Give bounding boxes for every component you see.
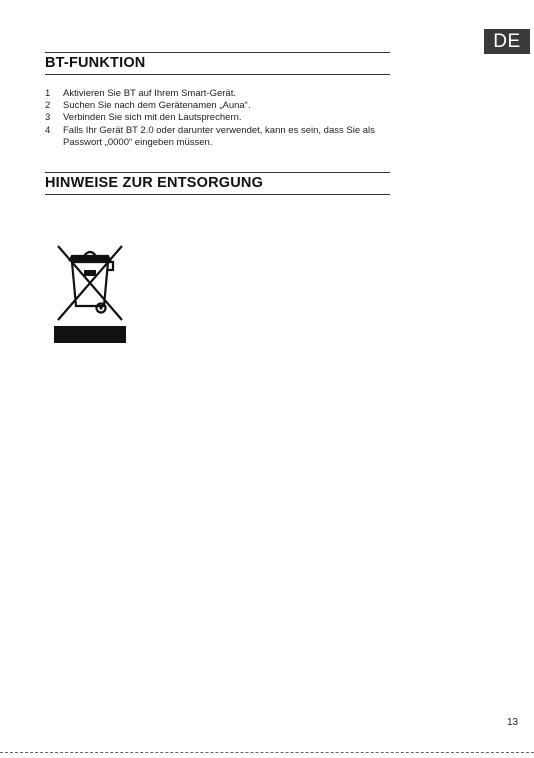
- section-heading-bt: [45, 52, 390, 75]
- list-item: [45, 100, 390, 112]
- language-badge: DE: [484, 29, 530, 54]
- list-item: [45, 88, 390, 100]
- step-text: Aktivieren Sie BT auf Ihrem Smart-Gerät.: [63, 88, 236, 99]
- page-number: 13: [507, 717, 519, 728]
- section-title-disposal: HINWEISE ZUR ENTSORGUNG: [45, 175, 264, 191]
- step-number: 3: [45, 112, 51, 124]
- crossed-out-wheelie-bin-icon: [50, 240, 130, 346]
- section-title-bt: BT-FUNKTION: [45, 55, 146, 71]
- list-item: [45, 125, 390, 149]
- step-number: 1: [45, 88, 51, 99]
- step-number: 2: [45, 100, 51, 112]
- bt-steps-list: [45, 88, 390, 149]
- list-item: [45, 112, 390, 124]
- section-heading-disposal: [45, 172, 390, 195]
- step-text: Verbinden Sie sich mit den Lautsprechern.: [63, 112, 242, 124]
- step-number: 4: [45, 124, 51, 136]
- step-text: Falls Ihr Gerät BT 2.0 oder darunter verwendet, kann es sein, dass Sie als Passwort „0000“ eingeben müssen.: [63, 124, 375, 148]
- bottom-dashed-rule: [0, 752, 534, 753]
- step-text: Suchen Sie nach dem Gerätenamen „Auna“.: [63, 100, 251, 112]
